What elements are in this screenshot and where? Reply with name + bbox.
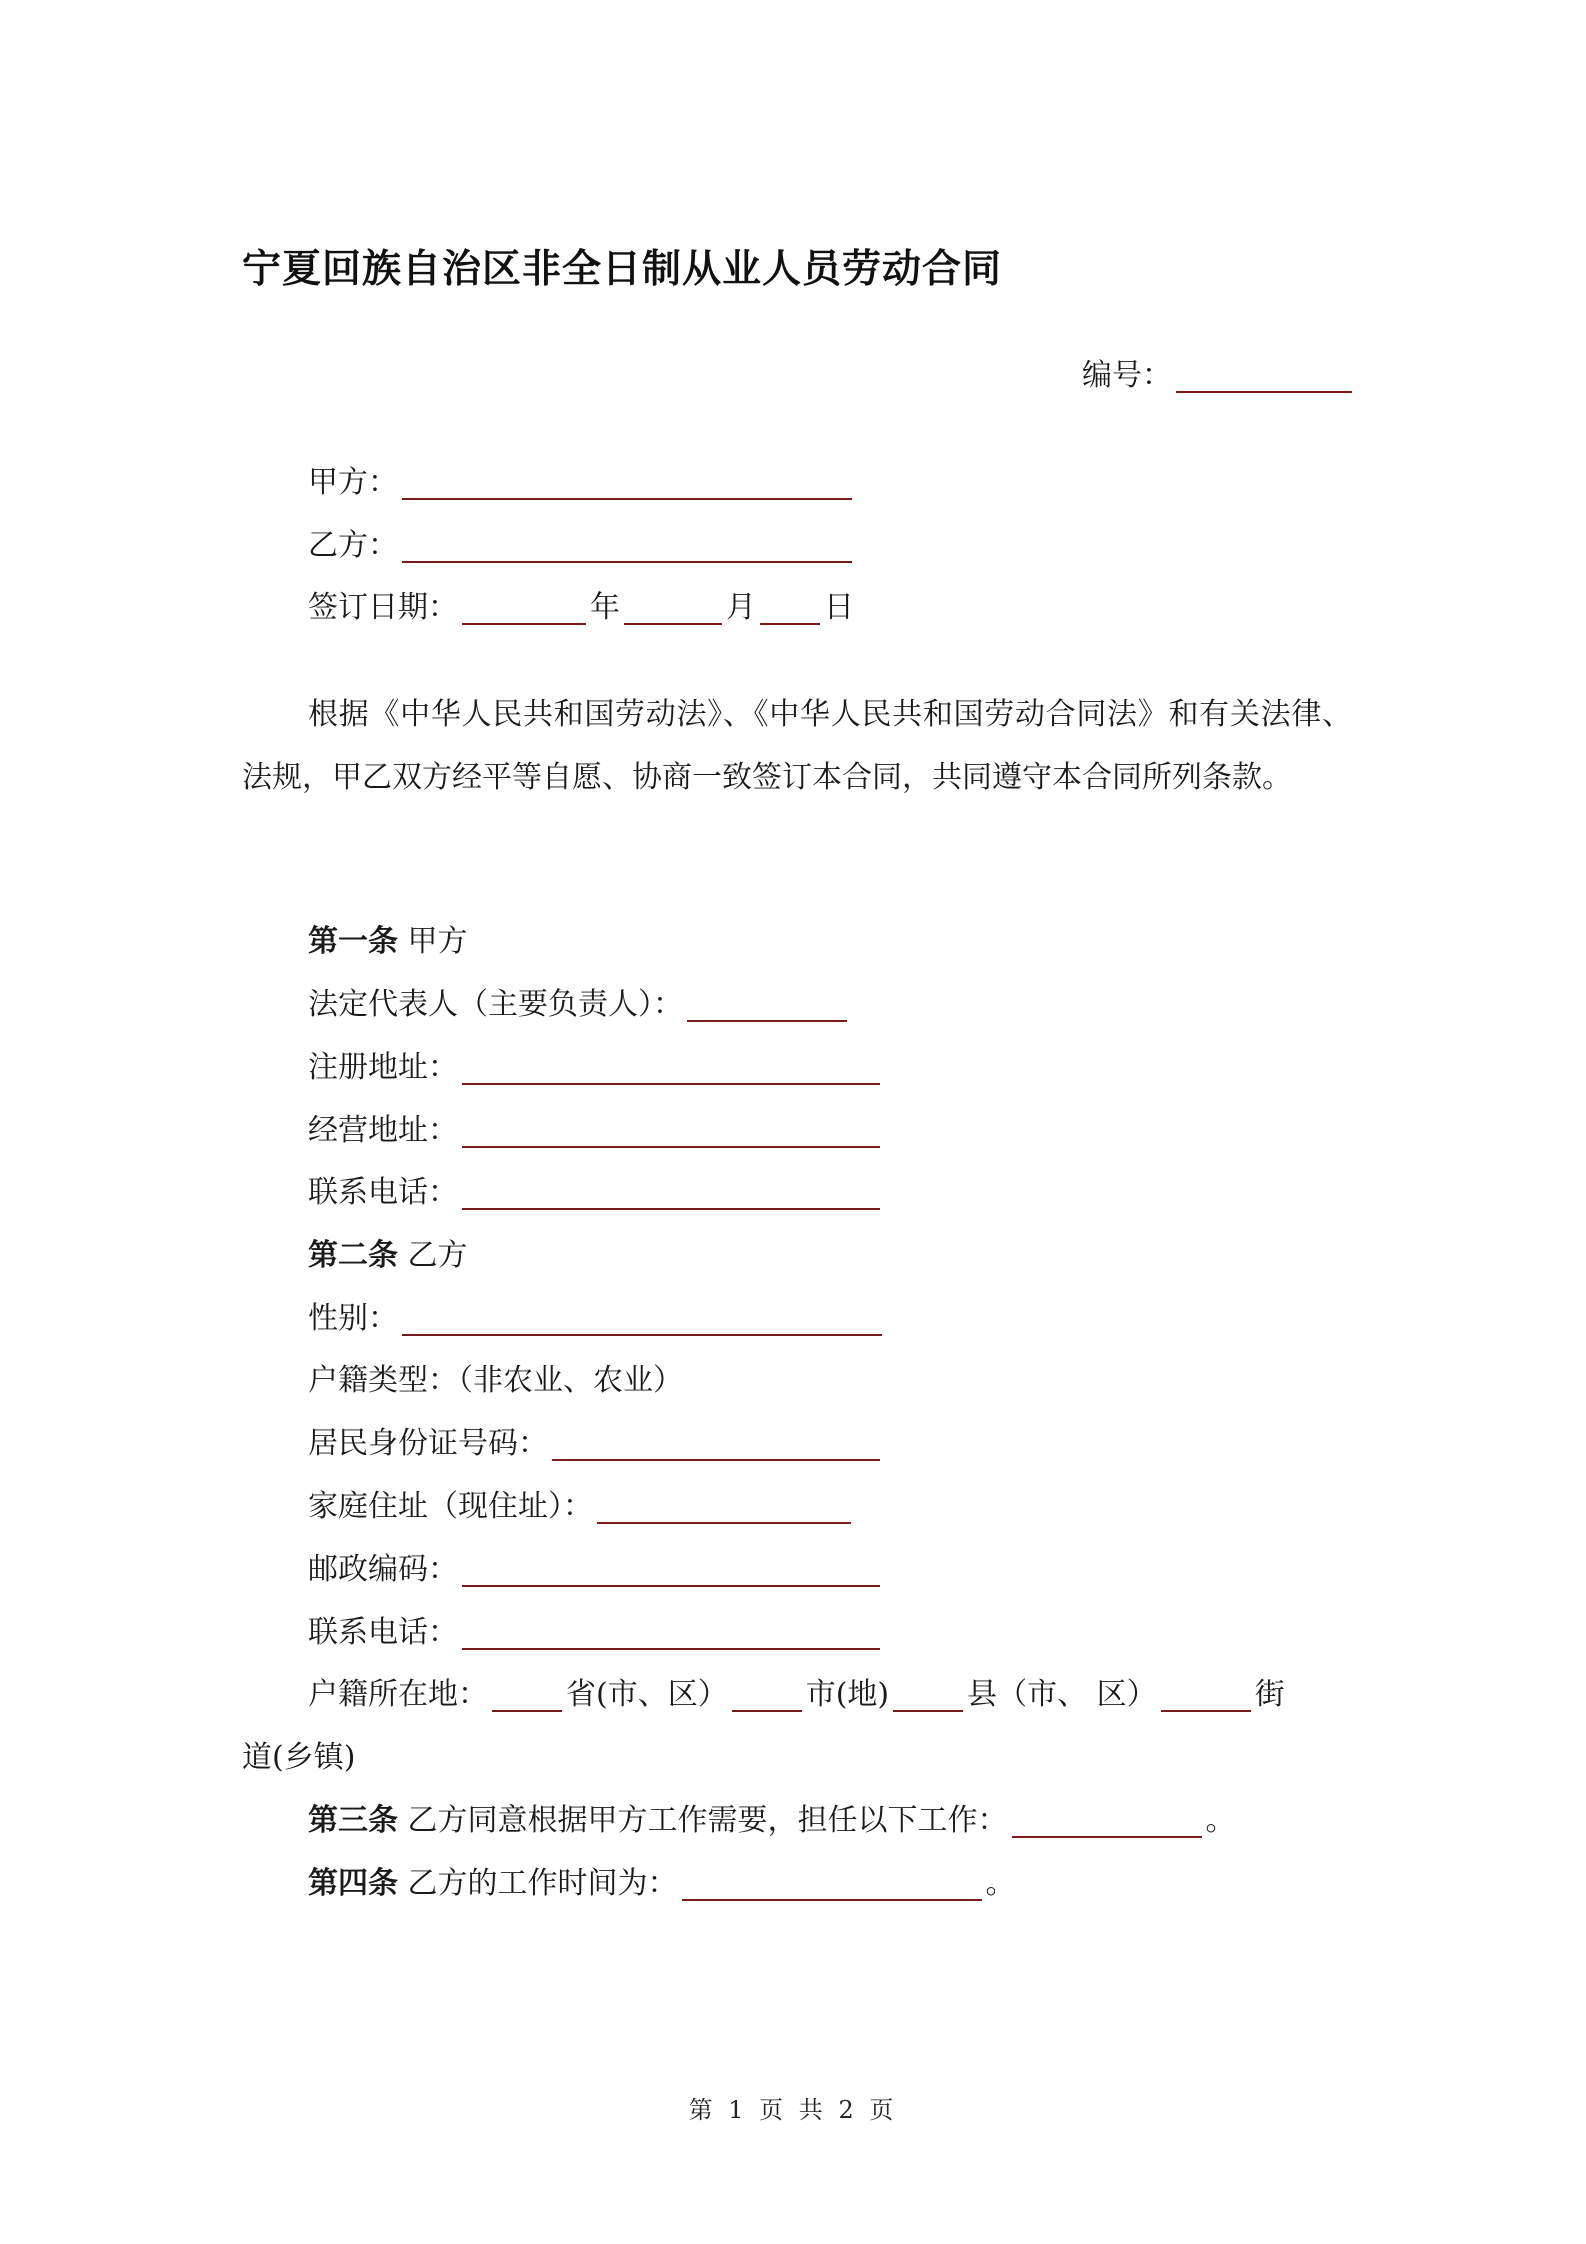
sign-month-blank[interactable]	[624, 593, 722, 625]
party-a-label: 甲方：	[308, 465, 398, 500]
article-4-row	[308, 1864, 1016, 1904]
hukou-location-cont-row	[242, 1738, 355, 1778]
article-1-heading-row	[308, 922, 468, 962]
home-address-row	[308, 1487, 855, 1527]
sign-date-label: 签订日期：	[308, 590, 458, 625]
home-address-label: 家庭住址（现住址）：	[308, 1489, 593, 1524]
street-blank[interactable]	[1161, 1680, 1251, 1712]
registered-address-label: 注册地址：	[308, 1050, 458, 1085]
hukou-type-row	[308, 1361, 683, 1401]
gender-row	[308, 1299, 886, 1339]
article-2-subject: 乙方	[407, 1238, 468, 1273]
legal-rep-blank[interactable]	[687, 990, 847, 1022]
article-1-heading: 第一条	[308, 924, 398, 959]
province-blank[interactable]	[492, 1680, 562, 1712]
sign-day-blank[interactable]	[760, 593, 820, 625]
party-a-blank[interactable]	[402, 468, 852, 500]
legal-rep-label: 法定代表人（主要负责人）：	[308, 987, 683, 1022]
work-time-blank[interactable]	[682, 1869, 982, 1901]
id-number-blank[interactable]	[552, 1429, 880, 1461]
sign-date-row	[308, 588, 854, 628]
party-a-row	[308, 463, 856, 503]
business-address-blank[interactable]	[462, 1116, 880, 1148]
party-a-phone-label: 联系电话：	[308, 1175, 458, 1210]
sign-year-blank[interactable]	[462, 593, 586, 625]
article-3-heading: 第三条	[308, 1803, 398, 1838]
postcode-blank[interactable]	[462, 1555, 880, 1587]
county-label: 县（市、 区）	[967, 1677, 1157, 1712]
party-a-phone-row	[308, 1173, 884, 1213]
document-title: 宁夏回族自治区非全日制从业人员劳动合同	[242, 247, 1003, 292]
party-b-phone-row	[308, 1613, 884, 1653]
intro-paragraph: 根据《中华人民共和国劳动法》、《中华人民共和国劳动合同法》和有关法律、法规，甲乙双方经平等自愿、协商一致签订本合同，共同遵守本合同所列条款。	[242, 697, 1352, 795]
registered-address-blank[interactable]	[462, 1053, 880, 1085]
article-2-heading: 第二条	[308, 1238, 398, 1273]
page-footer: 第 1 页 共 2 页	[688, 2096, 898, 2124]
gender-label: 性别：	[308, 1301, 398, 1336]
sign-day-label: 日	[824, 590, 854, 625]
article-4-text: 乙方的工作时间为：	[407, 1866, 678, 1901]
home-address-blank[interactable]	[597, 1492, 851, 1524]
contract-number-label: 编号：	[1082, 358, 1172, 393]
party-b-phone-blank[interactable]	[462, 1618, 880, 1650]
hukou-location-row	[308, 1675, 1285, 1715]
article-3-text: 乙方同意根据甲方工作需要，担任以下工作：	[407, 1803, 1008, 1838]
province-label: 省(市、区）	[566, 1677, 728, 1712]
article-4-heading: 第四条	[308, 1866, 398, 1901]
job-blank[interactable]	[1012, 1806, 1202, 1838]
article-3-end: 。	[1205, 1803, 1236, 1838]
contract-number-blank[interactable]	[1176, 361, 1352, 393]
postcode-row	[308, 1550, 884, 1590]
city-label: 市(地)	[805, 1677, 890, 1712]
id-number-label: 居民身份证号码：	[308, 1426, 548, 1461]
id-number-row	[308, 1424, 884, 1464]
contract-number-row	[1082, 356, 1356, 396]
party-b-blank[interactable]	[402, 531, 852, 563]
street-label: 街	[1254, 1677, 1285, 1712]
article-3-row	[308, 1801, 1236, 1841]
article-4-end: 。	[985, 1866, 1016, 1901]
business-address-label: 经营地址：	[308, 1113, 458, 1148]
registered-address-row	[308, 1048, 884, 1088]
party-b-row	[308, 526, 856, 566]
sign-month-label: 月	[726, 590, 756, 625]
hukou-type-label: 户籍类型：（非农业、农业）	[308, 1363, 683, 1398]
article-2-heading-row	[308, 1236, 468, 1276]
business-address-row	[308, 1111, 884, 1151]
street-label-cont: 道(乡镇)	[242, 1740, 356, 1775]
hukou-location-label: 户籍所在地：	[308, 1677, 488, 1712]
article-1-subject: 甲方	[407, 924, 468, 959]
party-b-phone-label: 联系电话：	[308, 1615, 458, 1650]
county-blank[interactable]	[893, 1680, 963, 1712]
sign-year-label: 年	[590, 590, 620, 625]
gender-blank[interactable]	[402, 1304, 882, 1336]
postcode-label: 邮政编码：	[308, 1552, 458, 1587]
legal-rep-row	[308, 985, 851, 1025]
party-b-label: 乙方：	[308, 528, 398, 563]
city-blank[interactable]	[732, 1680, 802, 1712]
party-a-phone-blank[interactable]	[462, 1178, 880, 1210]
